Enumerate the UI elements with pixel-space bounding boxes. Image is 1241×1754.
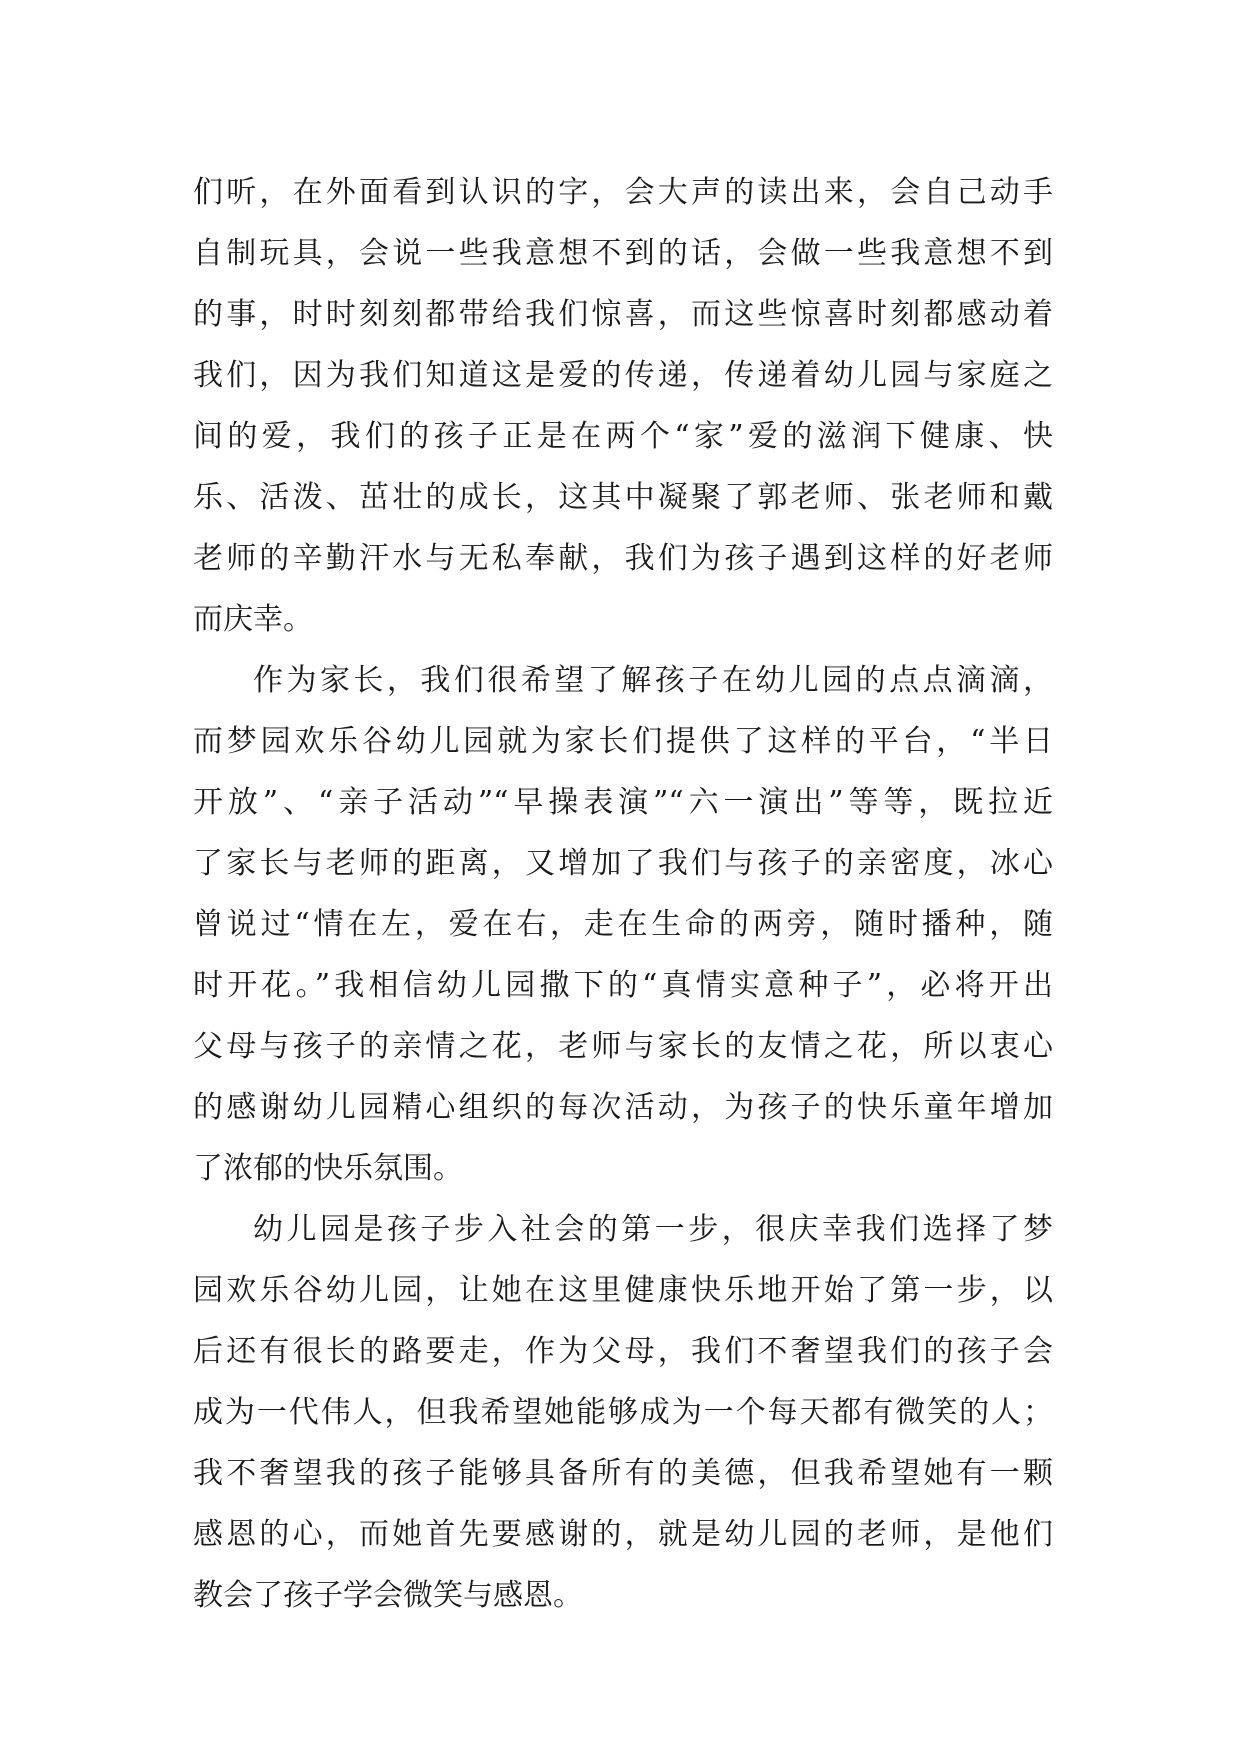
text-line: 开放”、“亲子活动”“早操表演”“六一演出”等等，既拉近 <box>193 785 1053 820</box>
text-line: 成为一代伟人，但我希望她能够成为一个每天都有微笑的人； <box>193 1395 1053 1430</box>
text-line: 老师的辛勤汗水与无私奉献，我们为孩子遇到这样的好老师 <box>193 541 1053 576</box>
body-text <box>193 162 1053 1626</box>
text-line: 了家长与老师的距离，又增加了我们与孩子的亲密度，冰心 <box>193 846 1053 881</box>
text-line: 我们，因为我们知道这是爱的传递，传递着幼儿园与家庭之 <box>193 358 1053 393</box>
text-line: 们听，在外面看到认识的字，会大声的读出来，会自己动手 <box>193 175 1053 210</box>
text-line: 幼儿园是孩子步入社会的第一步，很庆幸我们选择了梦 <box>253 1212 1053 1247</box>
text-line: 而庆幸。 <box>193 602 313 637</box>
text-line: 曾说过“情在左，爱在右，走在生命的两旁，随时播种，随 <box>193 907 1053 942</box>
text-line: 自制玩具，会说一些我意想不到的话，会做一些我意想不到 <box>193 236 1053 271</box>
text-line: 教会了孩子学会微笑与感恩。 <box>193 1578 583 1613</box>
text-line: 感恩的心，而她首先要感谢的，就是幼儿园的老师，是他们 <box>193 1517 1053 1552</box>
text-line: 园欢乐谷幼儿园，让她在这里健康快乐地开始了第一步，以 <box>193 1273 1053 1308</box>
text-line: 我不奢望我的孩子能够具备所有的美德，但我希望她有一颗 <box>193 1456 1053 1491</box>
text-line: 而梦园欢乐谷幼儿园就为家长们提供了这样的平台，“半日 <box>193 724 1053 759</box>
text-line: 时开花。”我相信幼儿园撒下的“真情实意种子”，必将开出 <box>193 968 1053 1003</box>
text-line: 了浓郁的快乐氛围。 <box>193 1151 463 1186</box>
text-line: 乐、活泼、茁壮的成长，这其中凝聚了郭老师、张老师和戴 <box>193 480 1053 515</box>
text-line: 后还有很长的路要走，作为父母，我们不奢望我们的孩子会 <box>193 1334 1053 1369</box>
text-line: 父母与孩子的亲情之花，老师与家长的友情之花，所以衷心 <box>193 1029 1053 1064</box>
text-line: 间的爱，我们的孩子正是在两个“家”爱的滋润下健康、快 <box>193 419 1053 454</box>
text-line: 的事，时时刻刻都带给我们惊喜，而这些惊喜时刻都感动着 <box>193 297 1053 332</box>
text-line: 作为家长，我们很希望了解孩子在幼儿园的点点滴滴， <box>253 663 1053 698</box>
text-line: 的感谢幼儿园精心组织的每次活动，为孩子的快乐童年增加 <box>193 1090 1053 1125</box>
